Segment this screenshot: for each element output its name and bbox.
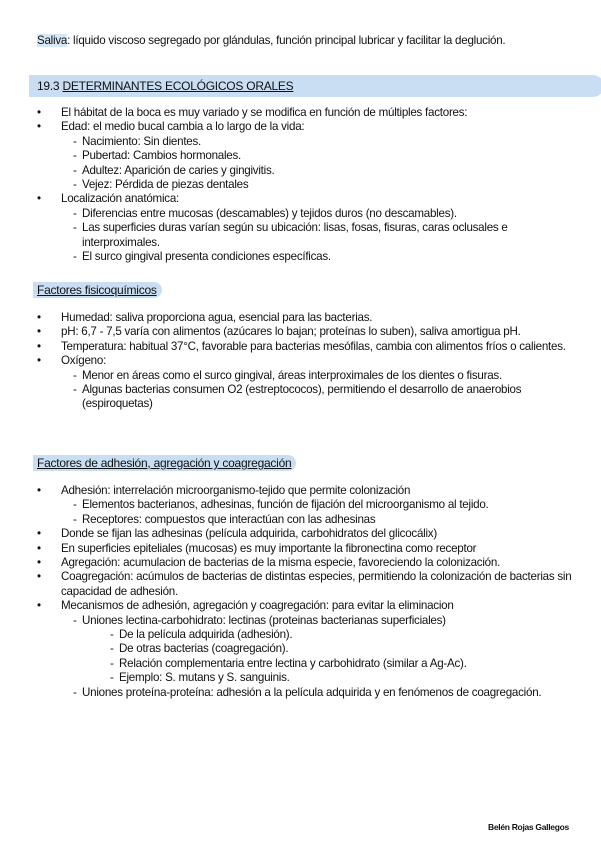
sub-item: - Vejez: Pérdida de piezas dentales — [73, 178, 249, 192]
intro-paragraph — [37, 34, 557, 48]
list-item: • En superficies epiteliales (mucosas) es muy importante la fibronectina como receptor — [37, 541, 477, 555]
sub-item: - Elementos bacterianos, adhesinas, función de fijación del microorganismo al tejido. — [73, 498, 489, 512]
ecological-list — [37, 106, 577, 264]
bullet-icon: • — [37, 192, 41, 206]
list-item: • Adhesión: interrelación microorganismo-tejido que permite colonización — [37, 484, 411, 497]
sub-item: - Menor en áreas como el surco gingival, áreas interproximales de los dientes o fisuras. — [73, 368, 502, 382]
section-number: 19.3 — [37, 79, 60, 93]
saliva-term: Saliva — [37, 34, 68, 47]
heading-fisicoquimicos: Factores fisicoquímicos — [33, 282, 162, 298]
bullet-icon: • — [37, 570, 41, 584]
sub-item: - Adultez: Aparición de caries y gingivitis. — [73, 163, 275, 177]
bullet-icon: • — [37, 354, 41, 368]
sub-item: - Nacimiento: Sin dientes. — [73, 134, 202, 148]
bullet-icon: • — [37, 541, 41, 555]
sub-item: - Diferencias entre mucosas (descamables) y tejidos duros (no descamables). — [73, 206, 457, 220]
list-item: • Edad: el medio bucal cambia a lo largo de la vida: — [37, 120, 305, 134]
footer-author: Belén Rojas Gallegos — [488, 822, 569, 832]
bullet-icon: • — [37, 599, 41, 613]
sub-item: - Pubertad: Cambios hormonales. — [73, 149, 242, 163]
sub-item: - El surco gingival presenta condiciones específicas. — [73, 250, 331, 264]
list-item: • pH: 6,7 - 7,5 varía con alimentos (azúcares lo bajan; proteínas lo suben), saliva amortigua pH. — [37, 325, 521, 339]
bullet-icon: • — [37, 339, 41, 353]
fisico-list — [37, 311, 577, 412]
heading-adhesion: Factores de adhesión, agregación y coagregación — [33, 455, 296, 471]
section-title — [37, 79, 293, 93]
list-item: • Localización anatómica: — [37, 192, 179, 206]
list-item: • El hábitat de la boca es muy variado y se modifica en función de múltiples factores: — [37, 106, 468, 119]
list-item: • Donde se fijan las adhesinas (película adquirida, carbohidratos del glicocálix) — [37, 527, 437, 541]
sub-item: - Las superficies duras varían según su ubicación: lisas, fosas, fisuras, caras oclusales e interproximales. — [73, 221, 508, 249]
list-item: • Agregación: acumulacion de bacterias de la misma especie, favoreciendo la colonización. — [37, 556, 501, 570]
sub-sub-item: - Relación complementaria entre lectina y carbohidrato (similar a Ag-Ac). — [110, 656, 467, 670]
sub-sub-item: - De otras bacterias (coagregación). — [110, 642, 289, 656]
bullet-icon: • — [37, 556, 41, 570]
list-item: • Temperatura: habitual 37°C, favorable para bacterias mesófilas, cambia con alimentos fríos o calientes. — [37, 339, 566, 353]
bullet-icon: • — [37, 311, 41, 324]
bullet-icon: • — [37, 120, 41, 134]
sub-sub-item: - De la película adquirida (adhesión). — [110, 628, 293, 642]
list-item: • Oxígeno: — [37, 354, 107, 368]
saliva-definition: : líquido viscoso segregado por glándulas, función principal lubricar y facilitar la deglución. — [67, 34, 506, 47]
sub-item: - Receptores: compuestos que interactúan con las adhesinas — [73, 512, 376, 526]
adhesion-list — [37, 484, 577, 700]
bullet-icon: • — [37, 106, 41, 119]
bullet-icon: • — [37, 484, 41, 497]
sub-sub-item: - Ejemplo: S. mutans y S. sanguinis. — [110, 671, 290, 685]
bullet-icon: • — [37, 325, 41, 339]
list-item: • Humedad: saliva proporciona agua, esencial para las bacterias. — [37, 311, 373, 324]
list-item: • Coagregación: acúmulos de bacterias de distintas especies, permitiendo la colonización de bacterias sin capacidad de adhesión. — [37, 570, 572, 598]
sub-item: - Uniones lectina-carbohidrato: lectinas (proteinas bacterianas superficiales) — [73, 613, 446, 627]
section-title-text: DETERMINANTES ECOLÓGICOS ORALES — [62, 79, 294, 93]
sub-item: - Uniones proteína-proteína: adhesión a la película adquirida y en fenómenos de coagregación. — [73, 685, 542, 699]
list-item: • Mecanismos de adhesión, agregación y coagregación: para evitar la eliminacion — [37, 599, 454, 613]
bullet-icon: • — [37, 527, 41, 541]
sub-item: - Algunas bacterias consumen O2 (estreptococos), permitiendo el desarrollo de anaerobios (espiroquetas) — [73, 383, 522, 411]
